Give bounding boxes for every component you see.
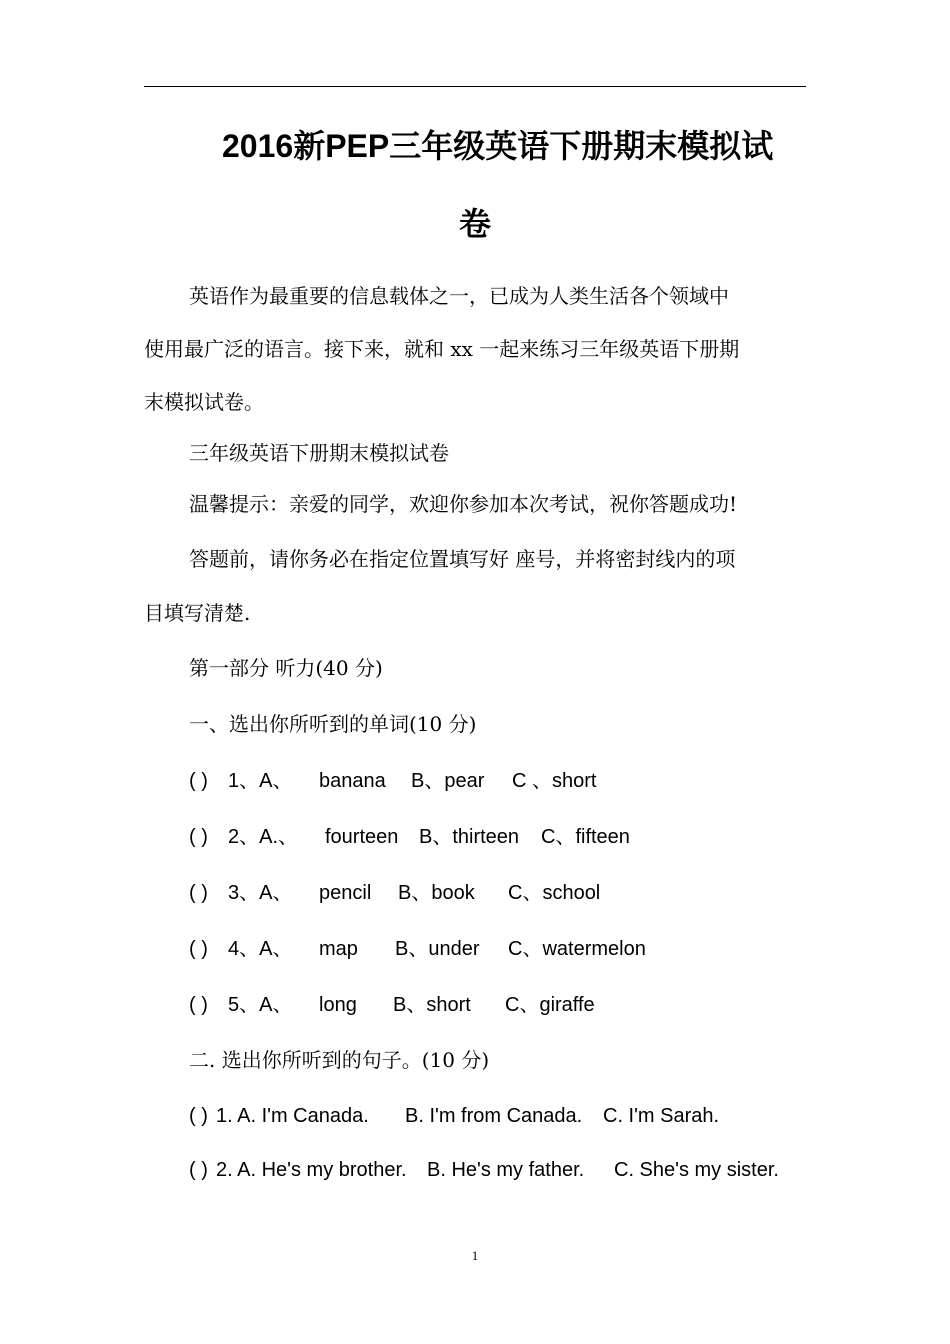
title-line-1: 2016新PEP三年级英语下册期末模拟试 <box>222 128 774 164</box>
answer-bracket[interactable]: ( ) <box>189 938 208 960</box>
instruction-line-2: 目填写清楚. <box>144 601 251 625</box>
option-b: B. He's my father. <box>427 1159 585 1181</box>
instruction-line-1: 答题前，请你务必在指定位置填写好 座号，并将密封线内的项 <box>189 547 736 571</box>
option-a: long <box>319 994 357 1016</box>
question-number: 5、A、 <box>228 994 293 1016</box>
question-number: 1、A、 <box>228 770 293 792</box>
option-b: B、under <box>395 938 480 960</box>
option-c: C. She's my sister. <box>614 1159 779 1181</box>
option-b: B. I'm from Canada. <box>405 1105 583 1127</box>
option-c: C、fifteen <box>541 826 630 848</box>
option-c: C、school <box>508 882 601 904</box>
option-c: C、giraffe <box>505 994 595 1016</box>
question-number: 4、A、 <box>228 938 293 960</box>
subtitle: 三年级英语下册期末模拟试卷 <box>189 441 449 465</box>
question-number: 2、A.、 <box>228 826 299 848</box>
section1-heading: 一、选出你所听到的单词(10 分) <box>189 712 477 736</box>
option-c: C 、short <box>512 770 597 792</box>
answer-bracket[interactable]: ( ) <box>189 882 208 904</box>
answer-bracket[interactable]: ( ) <box>189 826 208 848</box>
option-a: 2. A. He's my brother. <box>216 1159 407 1181</box>
option-a: banana <box>319 770 386 792</box>
title-line-2: 卷 <box>458 206 491 242</box>
intro-line-1: 英语作为最重要的信息载体之一，已成为人类生活各个领域中 <box>189 284 729 308</box>
option-c: C、watermelon <box>508 938 646 960</box>
section2-heading: 二. 选出你所听到的句子。(10 分) <box>189 1048 490 1072</box>
tip: 温馨提示：亲爱的同学，欢迎你参加本次考试，祝你答题成功! <box>189 492 738 516</box>
page-number: 1 <box>471 1248 479 1263</box>
option-a: pencil <box>319 882 372 904</box>
option-b: B、book <box>398 882 475 904</box>
option-a: map <box>319 938 358 960</box>
part-heading: 第一部分 听力(40 分) <box>189 656 383 680</box>
answer-bracket[interactable]: ( ) <box>189 1105 208 1127</box>
option-b: B、pear <box>411 770 485 792</box>
answer-bracket[interactable]: ( ) <box>189 1159 208 1181</box>
option-a: fourteen <box>325 826 399 848</box>
option-b: B、short <box>393 994 471 1016</box>
answer-bracket[interactable]: ( ) <box>189 994 208 1016</box>
option-c: C. I'm Sarah. <box>603 1105 720 1127</box>
question-number: 3、A、 <box>228 882 293 904</box>
header-rule <box>144 86 806 87</box>
option-b: B、thirteen <box>419 826 520 848</box>
option-a: 1. A. I'm Canada. <box>216 1105 369 1127</box>
answer-bracket[interactable]: ( ) <box>189 770 208 792</box>
intro-line-2: 使用最广泛的语言。接下来，就和 xx 一起来练习三年级英语下册期 <box>144 337 740 361</box>
intro-line-3: 末模拟试卷。 <box>144 390 264 414</box>
